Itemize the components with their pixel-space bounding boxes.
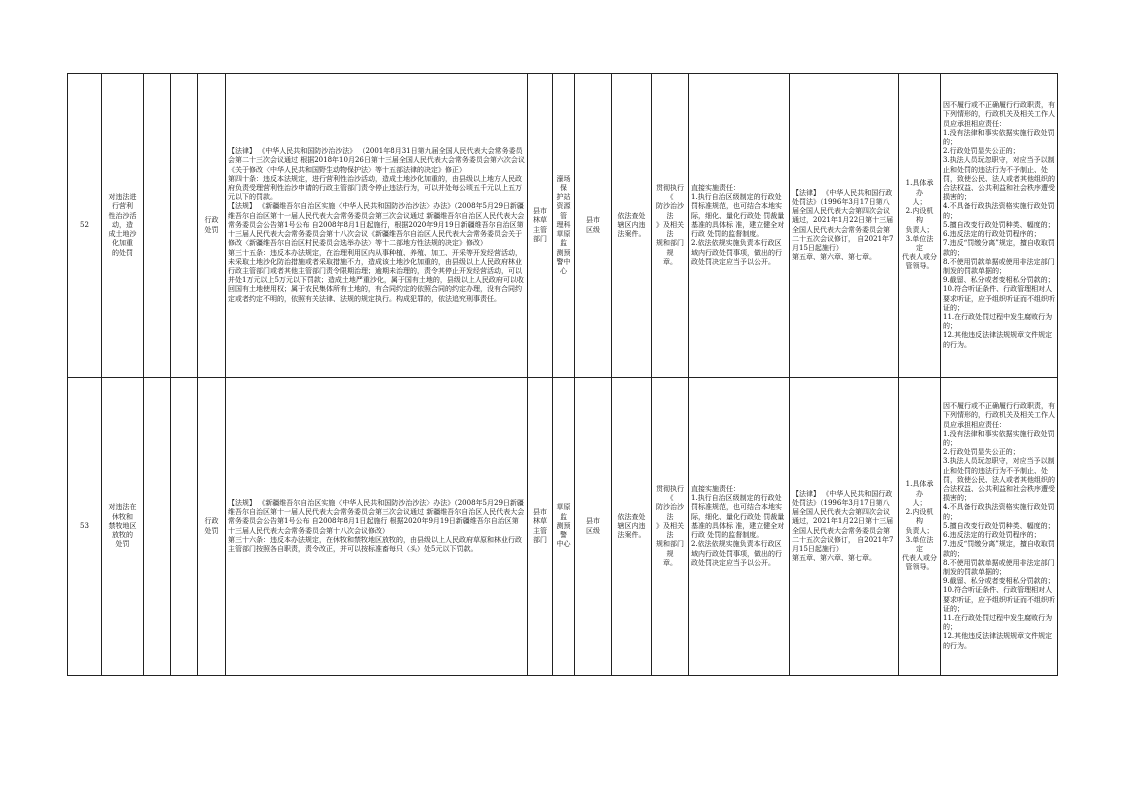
legal-basis: 【法律】 《中华人民共和国防沙治沙法》 （2001年8月31日第九届全国人民代表大会常务委员会第二十三次会议通过 根据2018年10月26日第十三届全国人民代表大会常务委员会第六次会议《关于修改〈中华人民共和国野生动物保护法〉等十五部法律的决定》修正） 第四十条：违反本法规定，进行营利性治沙活动，造成土地沙化加重的，由县级以上地方人民政府负责受理营利性治沙申请的行政主管部门责令停止违法行为，可以并处每公顷五千元以上五万元以下的罚款。 【法规】 《新疆维吾尔自治区实施〈中华人民共和国防沙治沙法〉办法》（2008年5月29日新疆维吾尔自治区第十一届人民代表大会常务委员会第三次会议通过 新疆维吾尔自治区人民代表大会常务委员会公告第1号公布 自2008年8月1日起施行，根据2020年9月19日新疆维吾尔自治区第十三届人民代表大会常务委员会第十八次会议《新疆维吾尔自治区人民代表大会常务委员会关于修改〈新疆维吾尔自治区村民委员会选举办法〉等十二部地方性法规的决定》修改） 第三十五条：违反本办法规定，在治理利用区内从事种植、养殖、加工、开采等开发经营活动，未采取土地沙化防治措施或者采取措施不力，造成该土地沙化加重的，由县级以上人民政府林业行政主管部门或者其他主管部门责令限期治理；逾期未治理的，责令其停止开发经营活动，可以并处1万元以上5万元以下罚款；造成土地严重沙化，属于国有土地的，县级以上人民政府可以收回国有土地使用权；属于农民集体所有土地的，有合同约定的依照合同的约定办理，没有合同约定或者约定不明的，依照有关法律、法规的规定执行。构成犯罪的，依法追究刑事责任。 (226, 74, 528, 378)
exercise-method: 贯彻执行 《 防沙治沙 法 》及相关 法 规和部门 规 章。 (652, 378, 689, 676)
row-number: 52 (68, 74, 102, 378)
implementing-department: 县市 林草 主管 部门 (528, 74, 553, 378)
power-type: 行政 处罚 (198, 74, 226, 378)
sub-item-cell (144, 378, 171, 676)
exercise-level: 县市 区级 (575, 378, 612, 676)
item-name: 对违法进 行营利 性治沙活 动，造 成土地沙 化加重 的处罚 (102, 74, 144, 378)
sub-item-cell (144, 74, 171, 378)
row-number: 53 (68, 378, 102, 676)
exercise-scope: 依法查处 辖区内违 法案件。 (612, 74, 652, 378)
table-row (68, 74, 1058, 378)
accountability-cases: 因不履行或不正确履行行政职责，有下列情形的，行政机关及相关工作人员应承担相应责任： 1.没有法律和事实依据实施行政处罚的； 2.行政处罚显失公正的； 3.执法人员玩忽职守，对应当予以制止和处罚的违法行为不予制止、处罚，致使公民、法人或者其他组织的合法权益、公共利益和社会秩序遭受损害的； 4.不具备行政执法资格实施行政处罚的； 5.擅自改变行政处罚种类、幅度的； 6.违反法定的行政处罚程序的； 7.违反“罚缴分离”规定，擅自收取罚款的； 8.不使用罚款单据或使用非法定部门制发的罚款单据的； 9.截留、私分或者变相私分罚款的； 10.符合听证条件、行政管理相对人要求听证，应予组织听证而不组织听证的； 11.在行政处罚过程中发生腐败行为的； 12.其他违反法律法规规章文件规定的行为。 (941, 378, 1058, 676)
code-cell (171, 74, 198, 378)
accountability-cases: 因不履行或不正确履行行政职责，有下列情形的，行政机关及相关工作人员应承担相应责任： 1.没有法律和事实依据实施行政处罚的； 2.行政处罚显失公正的； 3.执法人员玩忽职守，对应当予以制止和处罚的违法行为不予制止、处罚，致使公民、法人或者其他组织的合法权益、公共利益和社会秩序遭受损害的； 4.不具备行政执法资格实施行政处罚的； 5.擅自改变行政处罚种类、幅度的； 6.违反法定的行政处罚程序的； 7.违反“罚缴分离”规定，擅自收取罚款的； 8.不使用罚款单据或使用非法定部门制发的罚款单据的； 9.截留、私分或者变相私分罚款的； 10.符合听证条件、行政管理相对人要求听证，应予组织听证而不组织听证的； 11.在行政处罚过程中发生腐败行为的； 12.其他违反法律法规规章文件规定的行为。 (941, 74, 1058, 378)
exercise-method: 贯彻执行 《 防沙治沙 法 》及相关 法 规和部门 规 章。 (652, 74, 689, 378)
code-cell (171, 378, 198, 676)
duty-content: 直接实施责任： 1.执行自治区级制定的行政处罚标准规范，也可结合本地实际，细化、量化行政处 罚裁量基准的具体标 准，建立健全对行政 处罚的监督制度。 2.依法依规实施负责本行政区域内行政处罚事项，做出的行政处罚决定应当予以公开。 (689, 378, 790, 676)
implementing-department: 县市 林草 主管 部门 (528, 378, 553, 676)
legal-basis: 【法规】 《新疆维吾尔自治区实施〈中华人民共和国防沙治沙法〉办法》（2008年5月29日新疆维吾尔自治区第十一届人民代表大会常务委员会第三次会议通过 新疆维吾尔自治区人民代表大会常务委员会公告第1号公布 自2008年8月1日起施行 根据2020年9月19日新疆维吾尔自治区第十三届人民代表大会常务委员会第十八次会议修改） 第三十六条：违反本办法规定，在休牧和禁牧地区放牧的，由县级以上人民政府草原和林业行政主管部门按照各自职责，责令改正，并可以按标准畜每只（头）处5元以下罚款。 (226, 378, 528, 676)
power-type: 行政 处罚 (198, 378, 226, 676)
table-row (68, 378, 1058, 676)
item-name: 对违法在 休牧和 禁牧地区 放牧的 处罚 (102, 378, 144, 676)
responsible-unit: 濠场 保 护站 资源 管 理科 草原 监 测预 警中 心 (553, 74, 575, 378)
responsible-unit: 草原 监 测预 警 中心 (553, 378, 575, 676)
duty-content: 直接实施责任： 1.执行自治区级制定的行政处罚标准规范，也可结合本地实际，细化、量化行政处 罚裁量基准的具体标 准，建立健全对行政 处罚的监督制度。 2.依法依规实施负责本行政区域内行政处罚事项，做出的行政处罚决定应当予以公开。 (689, 74, 790, 378)
duty-basis: 【法律】 《中华人民共和国行政处罚法》（1996年3月17日第八届全国人民代表大会第四次会议通过，2021年1月22日第十三届全国人民代表大会常务委员会第二十五次会议修订， 自2021年7月15日起施行） 第五章、第六章、第七章。 (790, 74, 899, 378)
duty-basis: 【法律】 《中华人民共和国行政处罚法》（1996年3月17日第八届全国人民代表大会第四次会议通过，2021年1月22日第十三届全国人民代表大会常务委员会第二十五次会议修订， 自2021年7月15日起施行） 第五章、第六章、第七章。 (790, 378, 899, 676)
responsible-subject: 1.具体承 办 人； 2.内设机 构 负责人； 3.单位法 定 代表人或分 管领导。 (899, 378, 941, 676)
exercise-level: 县市 区级 (575, 74, 612, 378)
responsible-subject: 1.具体承 办 人； 2.内设机 构 负责人； 3.单位法 定 代表人或分 管领导。 (899, 74, 941, 378)
exercise-scope: 依法查处 辖区内违 法案件。 (612, 378, 652, 676)
power-list-table (67, 73, 1058, 676)
